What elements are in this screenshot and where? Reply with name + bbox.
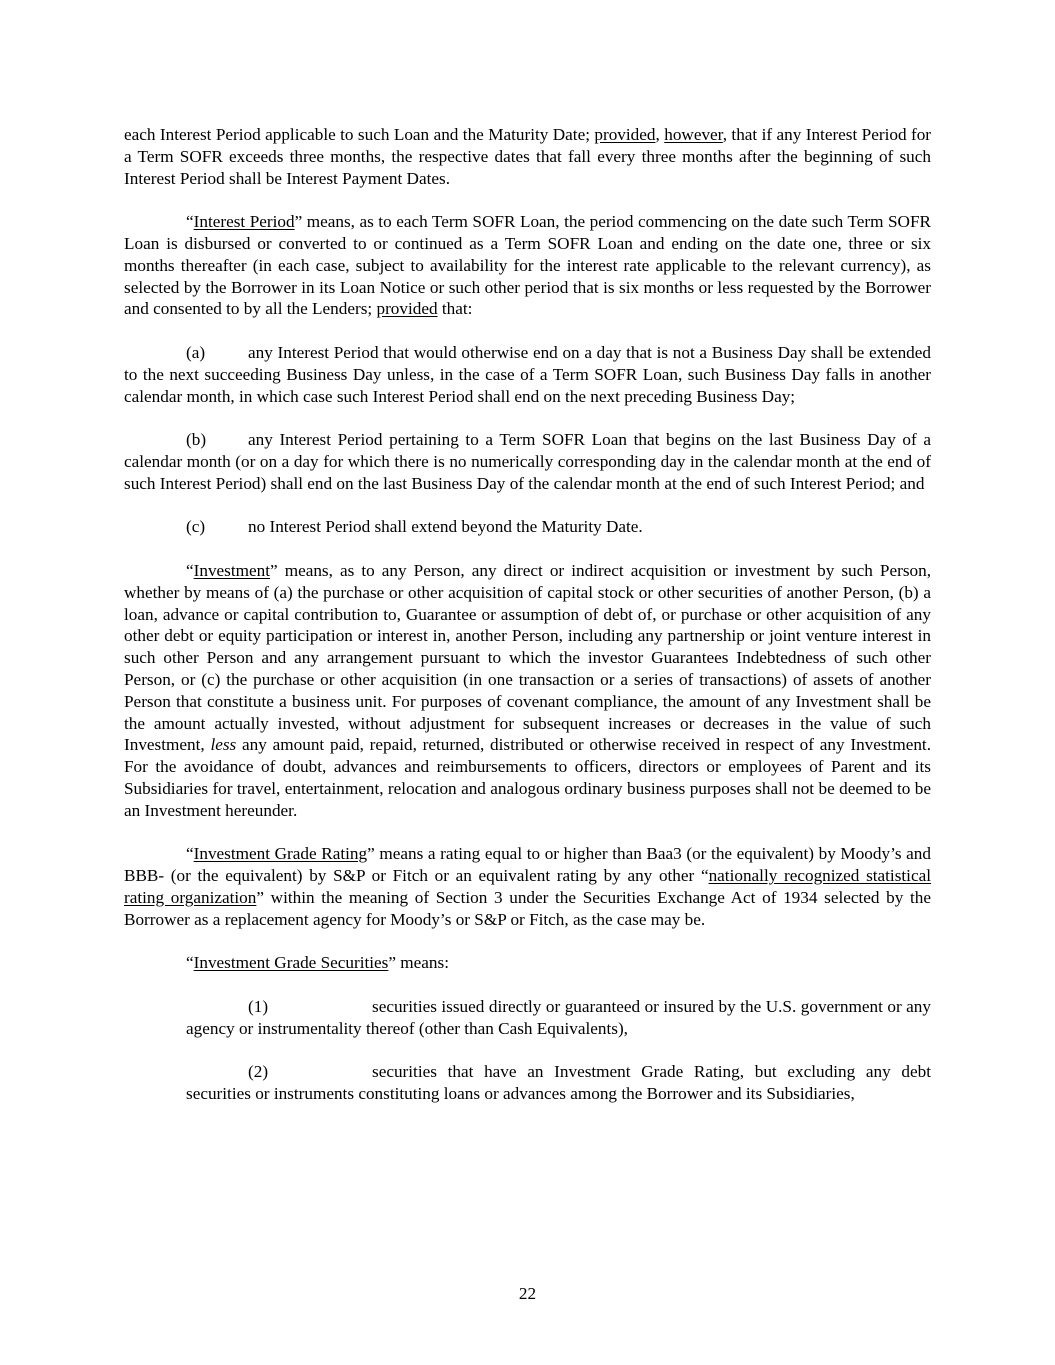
clause-a: (a) any Interest Period that would otherwise end on a day that is not a Business Day shall be extended to the next succeeding Business Day unless, in the case of a Term SOFR Loan, such Business Day falls in another calendar month, in which case such Interest Period shall end on the next preceding Business Day;	[124, 342, 931, 406]
defined-term-interest-period: Interest Period	[193, 212, 295, 232]
list-item-label: (2)	[248, 1062, 269, 1082]
clause-b: (b) any Interest Period pertaining to a Term SOFR Loan that begins on the last Business Day of a calendar month (or on a day for which there is no numerically corresponding day in the calendar month at the end of such Interest Period) shall end on the last Business Day of the calendar month at the end of such Interest Period; and	[124, 430, 931, 493]
list-item-1: (1) securities issued directly or guaranteed or insured by the U.S. government or any agency or instrumentality thereof (other than Cash Equivalents),	[186, 996, 931, 1038]
document-page	[124, 124, 931, 1105]
definition-investment-grade-securities: “Investment Grade Securities” means:	[186, 953, 449, 973]
investment-grade-securities-list	[186, 996, 931, 1105]
nrsro-term: nationally recognized statistical rating organization	[124, 866, 931, 907]
definition-interest-period: “Interest Period” means, as to each Term SOFR Loan, the period commencing on the date such Term SOFR Loan is disbursed or converted to or continued as a Term SOFR Loan and ending on the date one, three or six months thereafter (in each case, subject to availability for the interest rate applicable to the relevant currency), as selected by the Borrower in its Loan Notice or such other period that is six months or less requested by the Borrower and consented to by all the Lenders; provided that:	[124, 212, 931, 319]
less-term: less	[210, 735, 237, 755]
definition-investment-grade-rating: “Investment Grade Rating” means a rating equal to or higher than Baa3 (or the equivalent) by Moody’s and BBB- (or the equivalent) by S&P or Fitch or an equivalent rating by any other “nationally recognized statistical rating organization” within the meaning of Section 3 under the Securities Exchange Act of 1934 selected by the Borrower as a replacement agency for Moody’s or S&P or Fitch, as the case may be.	[124, 844, 931, 929]
provided-term: provided	[376, 299, 438, 319]
provided-term: provided	[594, 125, 656, 144]
defined-term-investment-grade-rating: Investment Grade Rating	[193, 844, 368, 864]
defined-term-investment: Investment	[193, 560, 271, 580]
page-number: 22	[518, 1284, 537, 1303]
clause-label: (c)	[186, 517, 206, 537]
paragraph-interest-payment-date-tail: each Interest Period applicable to such Loan and the Maturity Date; provided, however, that if any Interest Period for a Term SOFR exceeds three months, the respective dates that fall every three months after the beginning of such Interest Period shall be Interest Payment Dates.	[124, 125, 932, 188]
defined-term-investment-grade-securities: Investment Grade Securities	[193, 953, 389, 973]
clause-label: (b)	[186, 430, 207, 450]
definition-investment: “Investment” means, as to any Person, any direct or indirect acquisition or investment by such Person, whether by means of (a) the purchase or other acquisition of capital stock or other securities of another Person, (b) a loan, advance or capital contribution to, Guarantee or assumption of debt of, or purchase or other acquisition of any other debt or equity participation or interest in, another Person, including any partnership or joint venture interest in such other Person and any arrangement pursuant to which the investor Guarantees Indebtedness of such other Person, or (c) the purchase or other acquisition (in one transaction or a series of transactions) of assets of another Person that constitute a business unit. For purposes of covenant compliance, the amount of any Investment shall be the amount actually invested, without adjustment for subsequent increases or decreases in the value of such Investment, less any amount paid, repaid, returned, distributed or otherwise received in respect of any Investment. For the avoidance of doubt, advances and reimbursements to officers, directors or employees of Parent and its Subsidiaries for travel, entertainment, relocation and analogous ordinary business purposes shall not be deemed to be an Investment hereunder.	[124, 560, 932, 820]
list-item-label: (1)	[248, 996, 269, 1016]
list-item-2: (2) securities that have an Investment Grade Rating, but excluding any debt securities or instruments constituting loans or advances among the Borrower and its Subsidiaries,	[186, 1062, 931, 1104]
however-term: however	[664, 125, 723, 144]
clause-label: (a)	[186, 342, 206, 362]
clause-c: (c) no Interest Period shall extend beyond the Maturity Date.	[186, 517, 643, 537]
